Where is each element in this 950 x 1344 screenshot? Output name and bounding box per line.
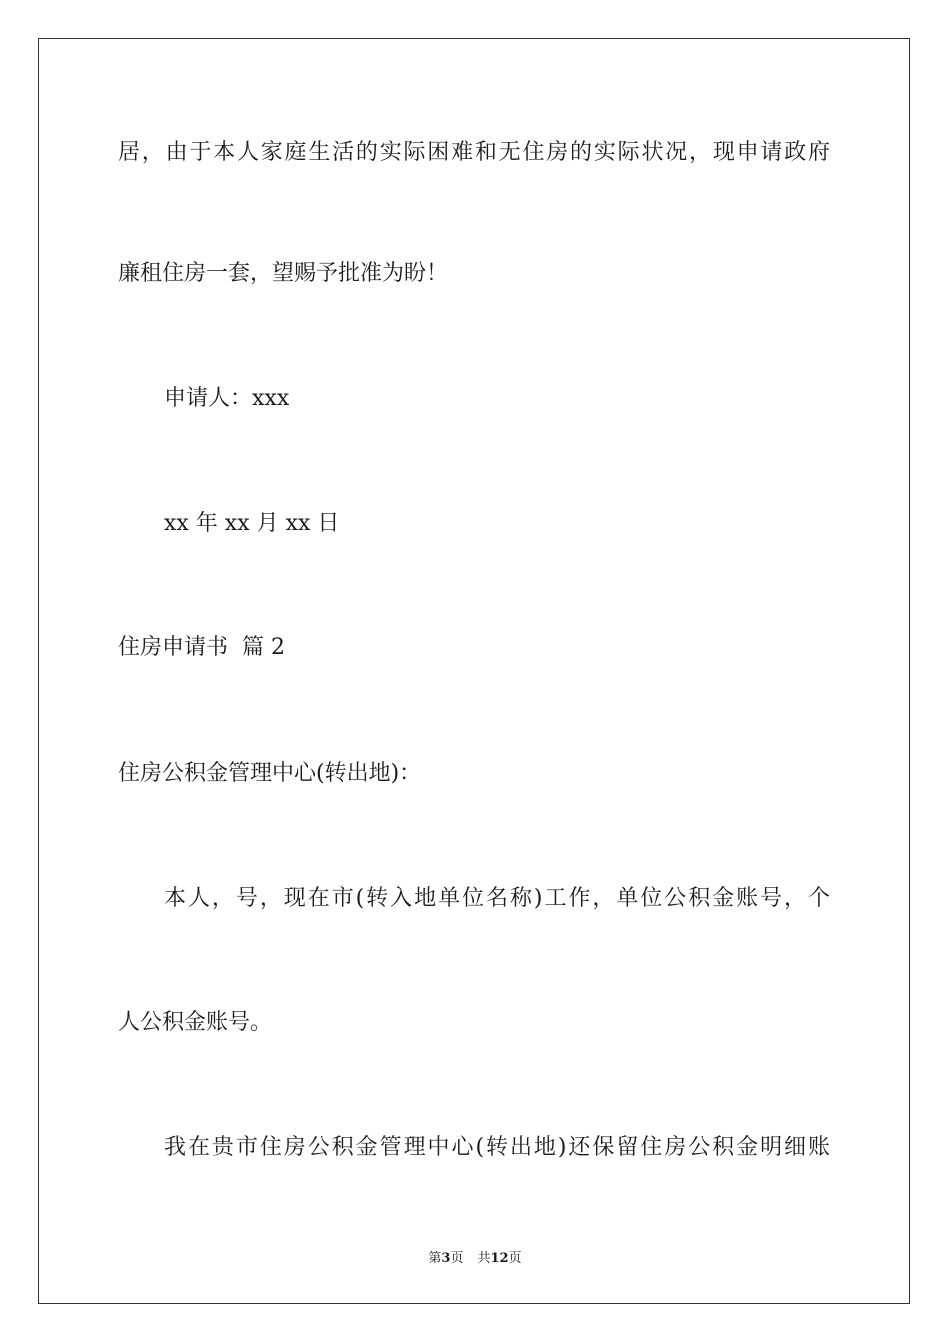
page-footer — [0, 1247, 950, 1266]
addressee-line: 住房公积金管理中心(转出地)： — [118, 761, 422, 786]
footer-page-number: 3 — [441, 1251, 451, 1266]
body-line-4: 人公积金账号。 — [118, 1010, 273, 1035]
body-line-3: 本人，号，现在市(转入地单位名称)工作，单位公积金账号，个 — [164, 886, 830, 911]
footer-total-suffix: 页 — [508, 1251, 522, 1266]
footer-page-suffix: 页 — [450, 1251, 464, 1266]
page-border — [38, 38, 910, 1304]
applicant-line: 申请人：xxx — [164, 386, 290, 411]
footer-total-prefix: 共 — [477, 1251, 491, 1266]
footer-page-prefix: 第 — [428, 1251, 442, 1266]
footer-total-pages: 12 — [490, 1251, 509, 1266]
body-line-1: 居，由于本人家庭生活的实际困难和无住房的实际状况，现申请政府 — [118, 140, 830, 165]
section-title: 住房申请书 篇 2 — [118, 635, 285, 660]
body-line-5: 我在贵市住房公积金管理中心(转出地)还保留住房公积金明细账 — [164, 1135, 830, 1160]
date-line: xx 年 xx 月 xx 日 — [164, 511, 340, 536]
body-line-2: 廉租住房一套，望赐予批准为盼！ — [118, 261, 449, 286]
